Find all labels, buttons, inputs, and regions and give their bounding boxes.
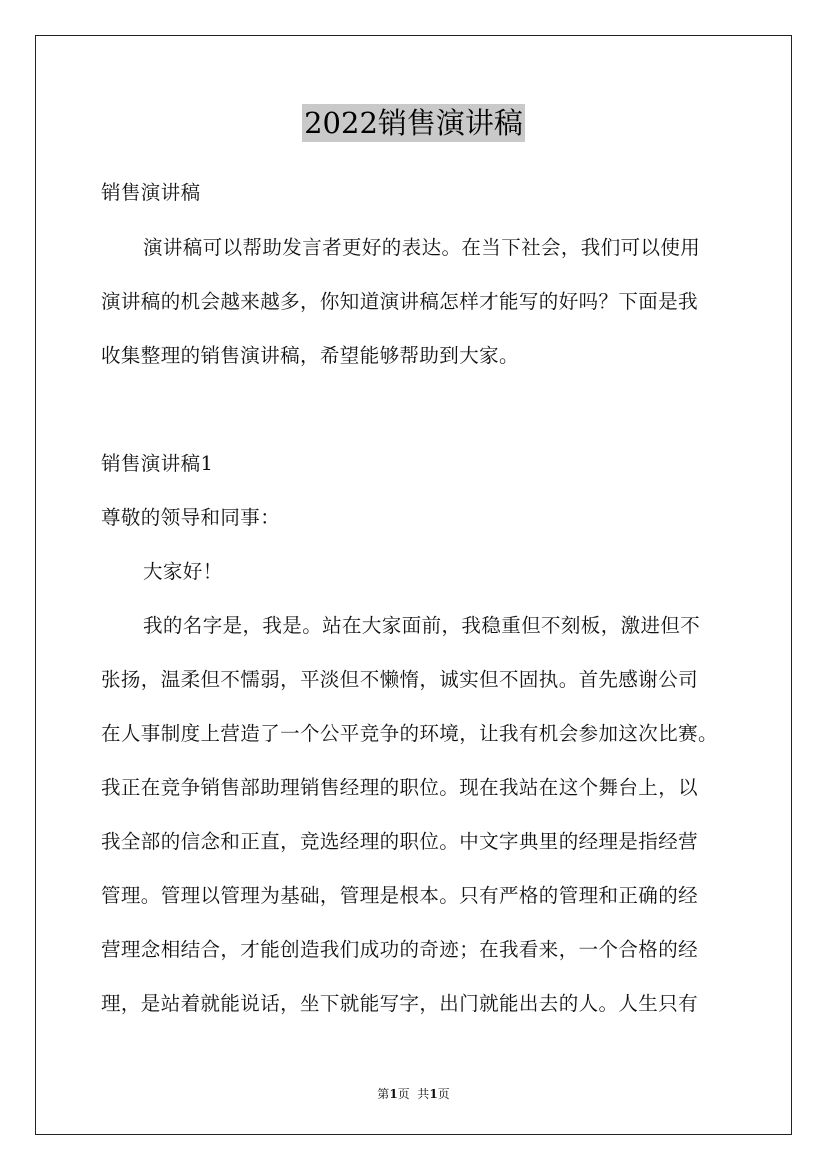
body-line-8: 理，是站着就能说话，坐下就能写字，出门就能出去的人。人生只有 xyxy=(101,992,699,1015)
intro-line-3: 收集整理的销售演讲稿，希望能够帮助到大家。 xyxy=(101,344,519,367)
document-subtitle: 销售演讲稿 xyxy=(101,181,201,204)
title-container xyxy=(0,104,827,142)
greeting: 大家好！ xyxy=(143,560,223,583)
footer-page-mid: 页 共 xyxy=(397,1087,430,1101)
body-line-3: 在人事制度上营造了一个公平竞争的环境，让我有机会参加这次比赛。 xyxy=(101,722,718,745)
footer-page-prefix: 第 xyxy=(377,1087,390,1101)
intro-line-2: 演讲稿的机会越来越多，你知道演讲稿怎样才能写的好吗？下面是我 xyxy=(101,290,699,313)
body-line-7: 营理念相结合，才能创造我们成功的奇迹；在我看来，一个合格的经 xyxy=(101,938,699,961)
body-line-6: 管理。管理以管理为基础，管理是根本。只有严格的管理和正确的经 xyxy=(101,884,699,907)
body-line-1: 我的名字是，我是。站在大家面前，我稳重但不刻板，激进但不 xyxy=(143,614,701,637)
footer-page-suffix: 页 xyxy=(437,1087,450,1101)
salutation: 尊敬的领导和同事： xyxy=(101,506,281,529)
body-line-2: 张扬，温柔但不懦弱，平淡但不懒惰，诚实但不固执。首先感谢公司 xyxy=(101,668,699,691)
section-heading: 销售演讲稿1 xyxy=(101,452,214,475)
footer-page-total: 1 xyxy=(429,1087,438,1101)
body-line-5: 我全部的信念和正直，竞选经理的职位。中文字典里的经理是指经营 xyxy=(101,830,699,853)
intro-line-1: 演讲稿可以帮助发言者更好的表达。在当下社会，我们可以使用 xyxy=(143,236,701,259)
document-title: 2022销售演讲稿 xyxy=(304,106,523,140)
page-footer xyxy=(0,1085,827,1102)
footer-page-number: 1 xyxy=(389,1087,398,1101)
body-line-4: 我正在竞争销售部助理销售经理的职位。现在我站在这个舞台上，以 xyxy=(101,776,699,799)
